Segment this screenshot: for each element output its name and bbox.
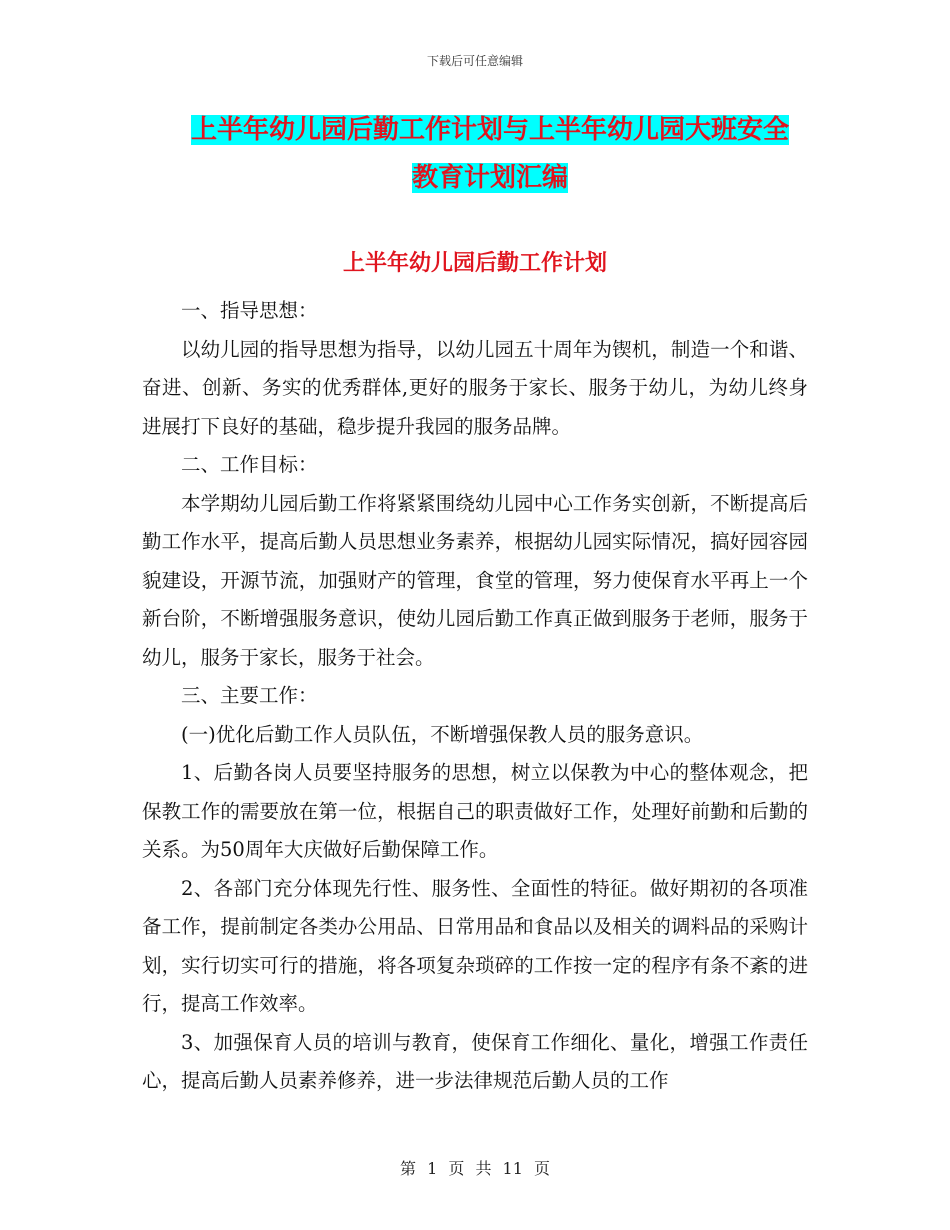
document-title-line-1: 上半年幼儿园后勤工作计划与上半年幼儿园大班安全 (190, 115, 789, 145)
paragraph-item-1: 1、后勤各岗人员要坚持服务的思想，树立以保教为中心的整体观念，把保教工作的需要放在第一位，根据自己的职责做好工作，处理好前勤和后勤的关系。为50周年大庆做好后勤保障工作。 (142, 761, 808, 861)
paragraph-work-goals: 本学期幼儿园后勤工作将紧紧围绕幼儿园中心工作务实创新，不断提高后勤工作水平，提高后勤人员思想业务素养，根据幼儿园实际情况，搞好园容园貌建设，开源节流，加强财产的管理，食堂的管理，努力使保育水平再上一个新台阶，不断增强服务意识，使幼儿园后勤工作真正做到服务于老师，服务于幼儿，服务于家长，服务于社会。 (142, 491, 808, 669)
heading-work-goals: 二、工作目标： (181, 453, 318, 476)
paragraph-item-3: 3、加强保育人员的培训与教育，使保育工作细化、量化，增强工作责任心，提高后勤人员素养修养，进一步法律规范后勤人员的工作 (142, 1030, 808, 1092)
heading-guiding-ideology: 一、指导思想： (181, 299, 318, 322)
heading-main-work: 三、主要工作： (181, 684, 318, 707)
paragraph-guiding-ideology: 以幼儿园的指导思想为指导，以幼儿园五十周年为锲机，制造一个和谐、奋进、创新、务实的优秀群体,更好的服务于家长、服务于幼儿，为幼儿终身进展打下良好的基础，稳步提升我园的服务品牌。 (142, 337, 808, 438)
header-note: 下载后可任意编辑 (426, 54, 523, 68)
section-title: 上半年幼儿园后勤工作计划 (342, 251, 607, 276)
document-body (142, 292, 808, 1101)
page-number: 第 1 页 共 11 页 (400, 1159, 550, 1178)
document-title (140, 106, 840, 202)
subheading-optimize-staff: (一)优化后勤工作人员队伍，不断增强保教人员的服务意识。 (181, 722, 704, 746)
paragraph-item-2: 2、各部门充分体现先行性、服务性、全面性的特征。做好期初的各项准备工作，提前制定各类办公用品、日常用品和食品以及相关的调料品的采购计划，实行切实可行的措施，将各项复杂琐碎的工作按一定的程序有条不紊的进行，提高工作效率。 (142, 876, 808, 1015)
document-title-line-2: 教育计划汇编 (411, 163, 568, 193)
